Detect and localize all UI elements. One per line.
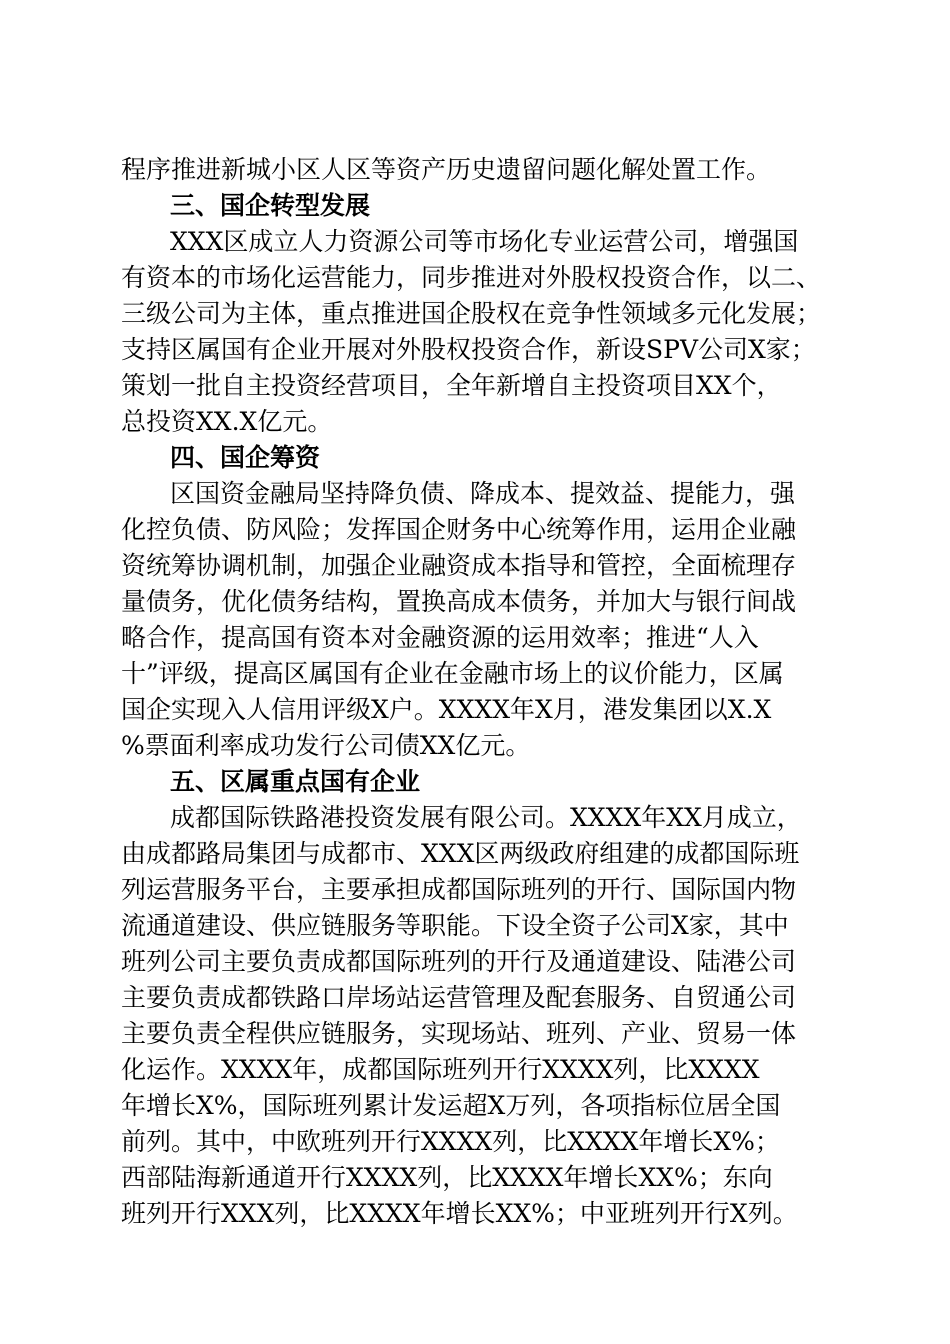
text-line: 化运作。XXXX年，成都国际班列开行XXXX列，比XXXX [121,1055,760,1084]
text-line: 班列公司主要负责成都国际班列的开行及通道建设、陆港公司 [121,947,797,976]
text-line: 十”评级，提高区属国有企业在金融市场上的议价能力，区属 [121,659,784,688]
text-line: 由成都路局集团与成都市、XXX区两级政府组建的成都国际班 [121,839,800,868]
text-line: 流通道建设、供应链服务等职能。下设全资子公司X家，其中 [121,911,789,940]
text-line: 列运营服务平台，主要承担成都国际班列的开行、国际国内物 [121,875,797,904]
text-line: 主要负责成都铁路口岸场站运营管理及配套服务、自贸通公司 [121,983,797,1012]
section-heading: 三、国企转型发展 [170,191,371,220]
text-line: 支持区属国有企业开展对外股权投资合作，新设SPV公司X家； [121,335,816,364]
text-line: 程序推进新城小区人区等资产历史遗留问题化解处置工作。 [121,155,772,184]
text-line: 主要负责全程供应链服务，实现场站、班列、产业、贸易一体 [121,1019,797,1048]
text-line: 年增长X%，国际班列累计发运超X万列，各项指标位居全国 [121,1091,781,1120]
text-line: 国企实现入人信用评级X户。XXXX年X月，港发集团以X.X [121,695,772,724]
text-line: 区国资金融局坚持降负债、降成本、提效益、提能力，强 [170,479,796,508]
text-line: 总投资XX.X亿元。 [121,407,333,436]
text-line: 班列开行XXX列，比XXXX年增长XX%；中亚班列开行X列。 [121,1199,798,1228]
text-line: 前列。其中，中欧班列开行XXXX列，比XXXX年增长X%； [121,1127,780,1156]
section-heading: 四、国企筹资 [170,443,321,472]
text-line: 略合作，提高国有资本对金融资源的运用效率；推进“人入 [121,623,759,652]
section-heading: 五、区属重点国有企业 [170,767,421,796]
text-line: 化控负债、防风险；发挥国企财务中心统筹作用，运用企业融 [121,515,797,544]
text-line: 三级公司为主体，重点推进国企股权在竞争性领域多元化发展； [121,299,822,328]
text-line: XXX区成立人力资源公司等市场化专业运营公司，增强国 [170,227,799,256]
text-line: 西部陆海新通道开行XXXX列，比XXXX年增长XX%；东向 [121,1163,773,1192]
text-line: 量债务，优化债务结构，置换高成本债务，并加大与银行间战 [121,587,797,616]
text-line: 策划一批自主投资经营项目，全年新增自主投资项目XX个， [121,371,782,400]
text-line: 成都国际铁路港投资发展有限公司。XXXX年XX月成立， [170,803,802,832]
text-line: 有资本的市场化运营能力，同步推进对外股权投资合作，以二、 [121,263,822,292]
text-line: 资统筹协调机制，加强企业融资成本指导和管控，全面梳理存 [121,551,797,580]
text-line: %票面利率成功发行公司债XX亿元。 [121,731,531,760]
